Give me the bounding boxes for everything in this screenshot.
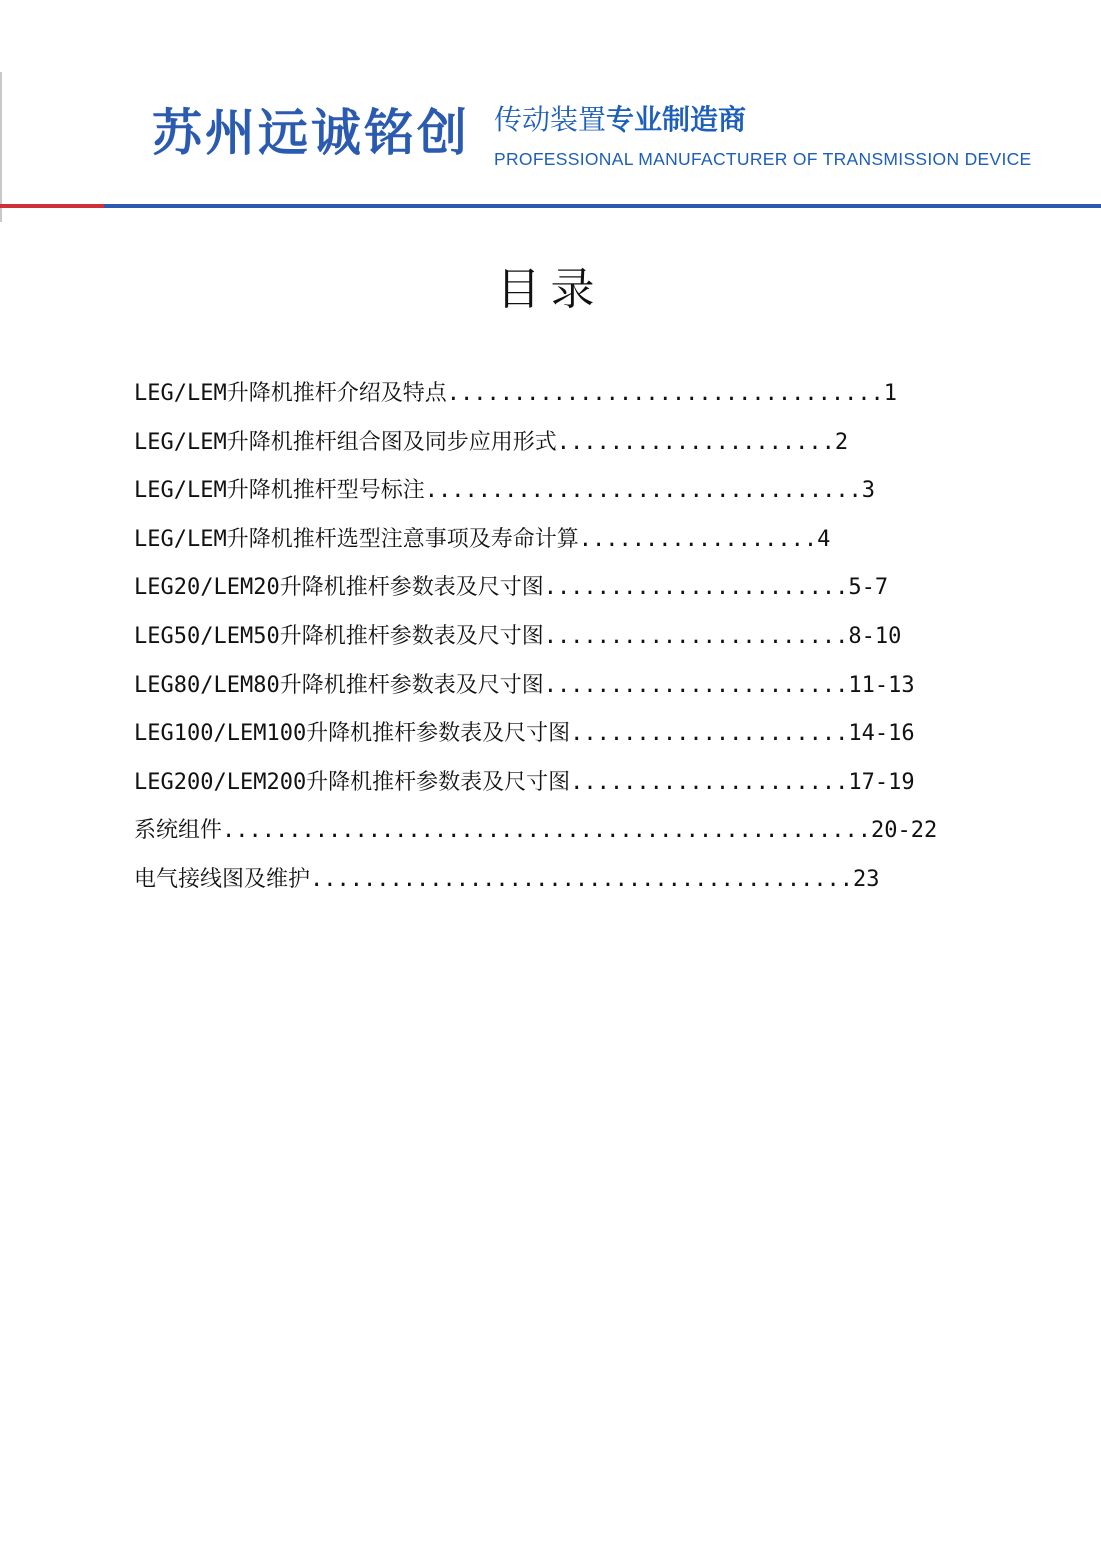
toc-entry[interactable]: LEG80/LEM80升降机推杆参数表及尺寸图.......................11-13 <box>134 672 915 698</box>
toc-entry[interactable]: LEG/LEM升降机推杆选型注意事项及寿命计算..................4 <box>134 526 831 552</box>
tagline-chinese <box>494 103 747 136</box>
toc-entry[interactable]: LEG50/LEM50升降机推杆参数表及尺寸图.......................8-10 <box>134 623 902 649</box>
toc-entry[interactable]: LEG20/LEM20升降机推杆参数表及尺寸图.......................5-7 <box>134 575 889 601</box>
tagline-regular: 传动装置 <box>494 103 607 136</box>
tagline-english: PROFESSIONAL MANUFACTURER OF TRANSMISSION DEVICE <box>494 149 1032 169</box>
page-header <box>0 0 1101 212</box>
header-rule-blue <box>104 204 1101 208</box>
toc-entry[interactable]: LEG/LEM升降机推杆型号标注.................................3 <box>134 478 876 504</box>
toc-entry[interactable]: LEG100/LEM100升降机推杆参数表及尺寸图.....................14-16 <box>134 721 915 747</box>
toc-title: 目录 <box>496 264 605 315</box>
toc-entry[interactable]: LEG/LEM升降机推杆介绍及特点.................................1 <box>134 381 898 406</box>
toc-entry[interactable]: 系统组件.................................................20-22 <box>134 818 938 844</box>
toc-entry[interactable]: LEG200/LEM200升降机推杆参数表及尺寸图.....................17-19 <box>134 769 915 795</box>
toc-entry[interactable]: 电气接线图及维护.........................................23 <box>134 866 880 892</box>
company-brand-name: 苏州远诚铭创 <box>152 103 470 162</box>
table-of-contents <box>134 375 1004 910</box>
tagline-bold: 专业制造商 <box>606 103 747 136</box>
toc-entry[interactable]: LEG/LEM升降机推杆组合图及同步应用形式.....................2 <box>134 429 849 455</box>
header-rule-red <box>0 204 104 208</box>
